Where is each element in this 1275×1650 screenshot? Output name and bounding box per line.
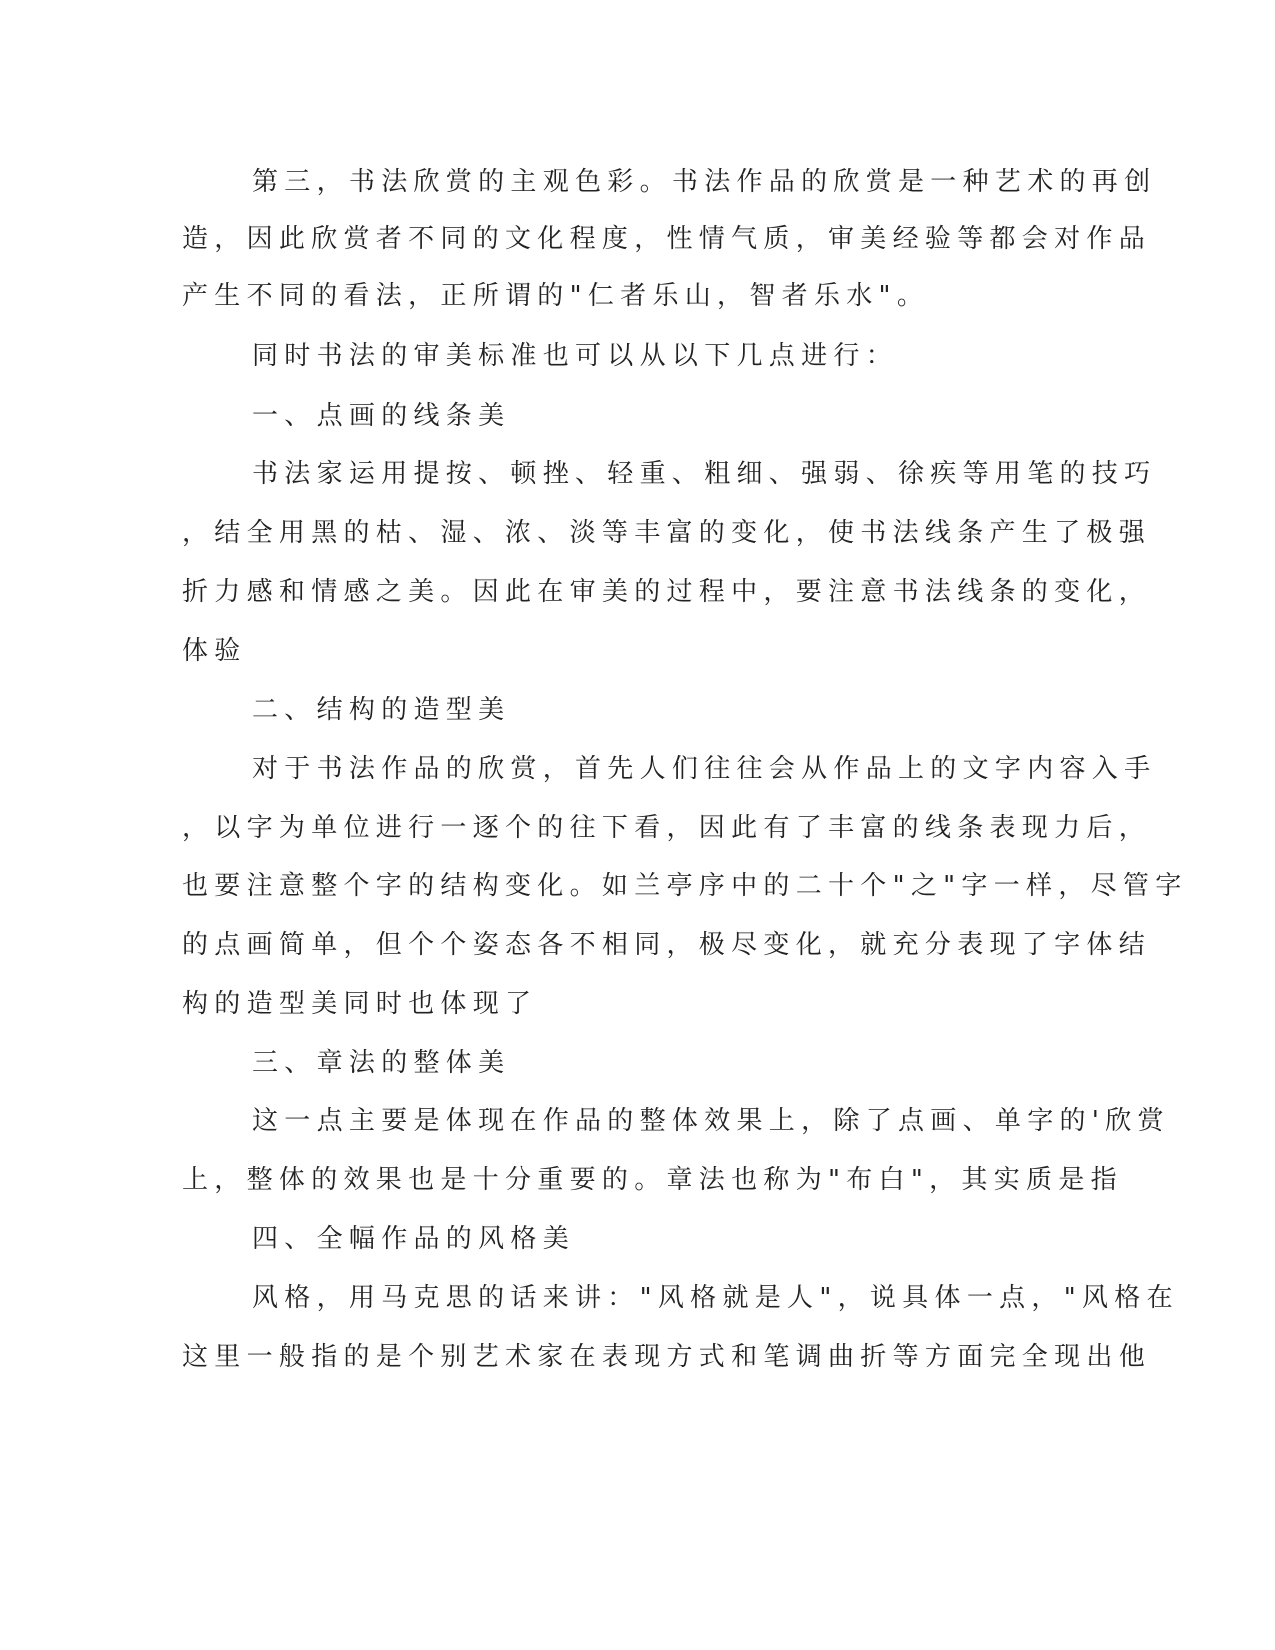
- section-heading: 二、结构的造型美: [252, 695, 511, 725]
- paragraph-line: 书法家运用提按、顿挫、轻重、粗细、强弱、徐疾等用笔的技巧: [252, 459, 1157, 489]
- paragraph-line: 的点画简单，但个个姿态各不相同，极尽变化，就充分表现了字体结: [182, 930, 1152, 960]
- paragraph-line: 构的造型美同时也体现了: [182, 989, 538, 1019]
- paragraph-line: 第三，书法欣赏的主观色彩。书法作品的欣赏是一种艺术的再创: [252, 167, 1157, 197]
- paragraph-line: 对于书法作品的欣赏，首先人们往往会从作品上的文字内容入手: [252, 754, 1157, 784]
- paragraph-line: 同时书法的审美标准也可以从以下几点进行：: [252, 341, 899, 371]
- paragraph-line: 产生不同的看法，正所谓的"仁者乐山，智者乐水"。: [182, 281, 930, 311]
- paragraph-line: 体验: [182, 636, 247, 666]
- paragraph-line: ，以字为单位进行一逐个的往下看，因此有了丰富的线条表现力后，: [182, 813, 1152, 843]
- section-heading: 三、章法的整体美: [252, 1048, 511, 1078]
- paragraph-line: 这一点主要是体现在作品的整体效果上，除了点画、单字的'欣赏: [252, 1106, 1170, 1136]
- paragraph-line: ，结全用黑的枯、湿、浓、淡等丰富的变化，使书法线条产生了极强: [182, 518, 1152, 548]
- section-heading: 一、点画的线条美: [252, 401, 511, 431]
- paragraph-line: 这里一般指的是个别艺术家在表现方式和笔调曲折等方面完全现出他: [182, 1342, 1152, 1372]
- paragraph-line: 折力感和情感之美。因此在审美的过程中，要注意书法线条的变化，: [182, 577, 1152, 607]
- paragraph-line: 也要注意整个字的结构变化。如兰亭序中的二十个"之"字一样，尽管字: [182, 871, 1188, 901]
- paragraph-line: 风格，用马克思的话来讲："风格就是人"，说具体一点，"风格在: [252, 1283, 1179, 1313]
- section-heading: 四、全幅作品的风格美: [252, 1224, 576, 1254]
- paragraph-line: 造，因此欣赏者不同的文化程度，性情气质，审美经验等都会对作品: [182, 224, 1152, 254]
- paragraph-line: 上，整体的效果也是十分重要的。章法也称为"布白"，其实质是指: [182, 1165, 1123, 1195]
